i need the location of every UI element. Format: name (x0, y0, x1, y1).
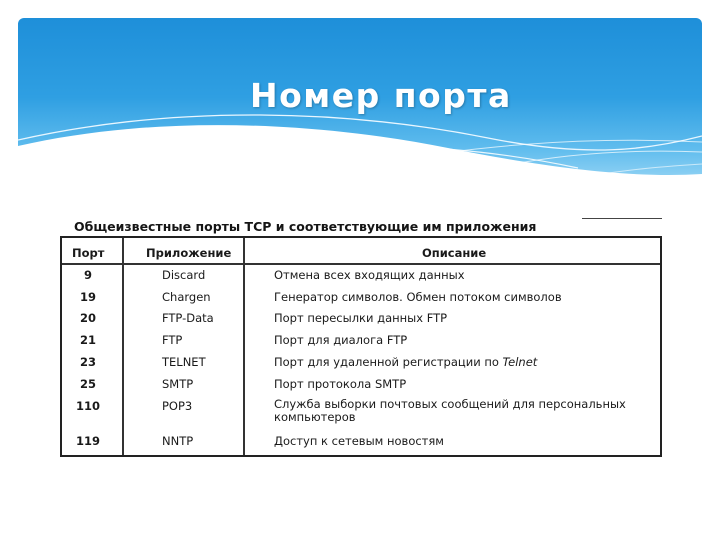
table-caption: Общеизвестные порты TCP и соответствующие им приложения (74, 219, 537, 234)
table-cell-description: Порт протокола SMTP (274, 377, 407, 391)
table-cell-port: 19 (80, 290, 97, 304)
table-cell-application: NNTP (162, 434, 194, 448)
table-cell-port: 119 (76, 434, 101, 448)
table-cell-application: POP3 (162, 399, 193, 413)
table-cell-port: 21 (80, 333, 97, 347)
table-cell-description: Порт пересылки данных FTP (274, 311, 448, 325)
caption-rule (582, 218, 662, 219)
column-divider (243, 238, 245, 455)
column-header-description: Описание (422, 246, 487, 260)
table-cell-application: SMTP (162, 377, 194, 391)
table-cell-description: Отмена всех входящих данных (274, 268, 465, 282)
table-cell-application: Discard (162, 268, 206, 282)
table-cell-description: Порт для диалога FTP (274, 333, 408, 347)
table-cell-port: 25 (80, 377, 97, 391)
slide-title: Номер порта (250, 76, 512, 115)
header-divider (62, 263, 660, 265)
table-cell-description: Доступ к сетевым новостям (274, 434, 444, 448)
table-cell-application: TELNET (162, 355, 206, 369)
table-cell-port: 9 (84, 268, 93, 282)
table-cell-port: 23 (80, 355, 97, 369)
description-line-1: Служба выборки почтовых сообщений для персональных (274, 397, 626, 411)
column-divider (122, 238, 124, 455)
table-cell-description (274, 355, 537, 369)
ports-table (60, 236, 662, 457)
table-cell-port: 20 (80, 311, 97, 325)
description-line-2: компьютеров (274, 410, 356, 424)
column-header-port: Порт (72, 246, 105, 260)
table-cell-port: 110 (76, 399, 101, 413)
table-cell-application: FTP-Data (162, 311, 214, 325)
table-cell-application: Chargen (162, 290, 211, 304)
description-italic-text: Telnet (502, 355, 538, 369)
column-header-application: Приложение (146, 246, 232, 260)
table-cell-application: FTP (162, 333, 183, 347)
table-cell-description: Генератор символов. Обмен потоком символов (274, 290, 562, 304)
table-cell-description (274, 398, 626, 424)
title-header-banner (18, 18, 702, 194)
description-text: Порт для удаленной регистрации по (274, 355, 499, 369)
